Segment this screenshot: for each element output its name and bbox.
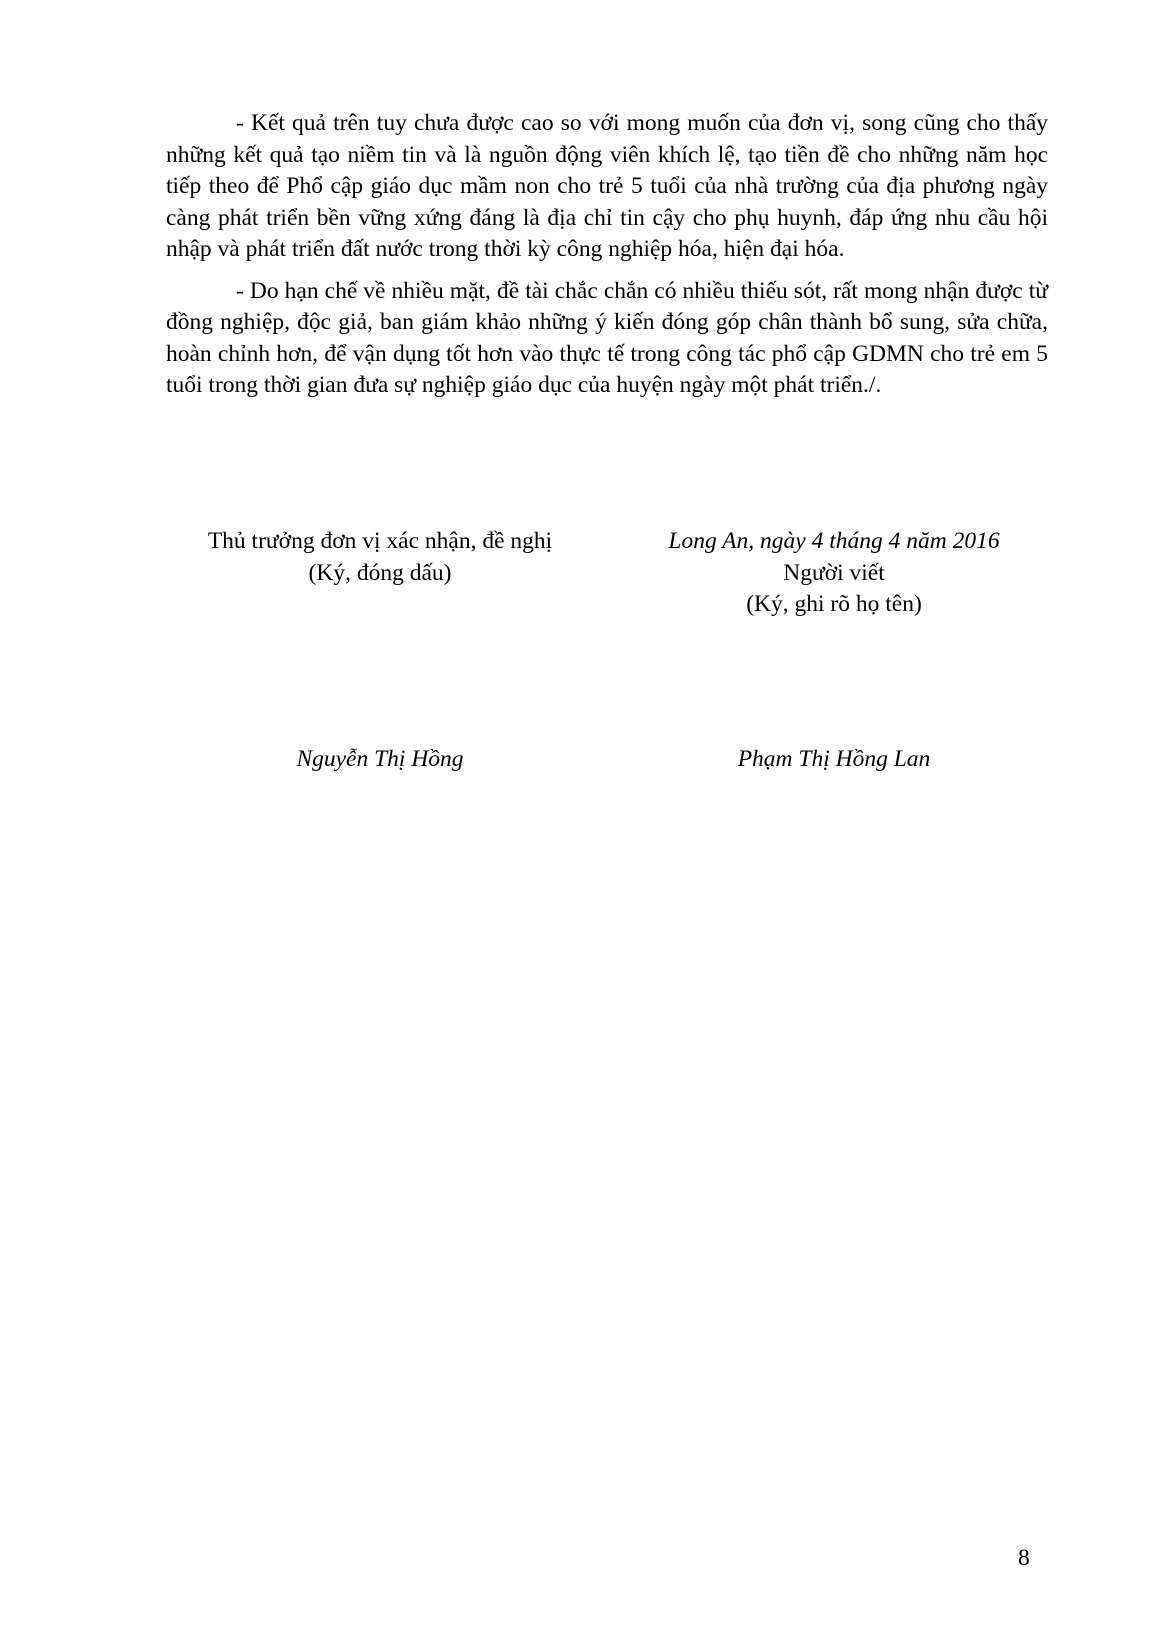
paragraph-results: - Kết quả trên tuy chưa được cao so với mong muốn của đơn vị, song cũng cho thấy những kết quả tạo niềm tin và là nguồn động viên khích lệ, tạo tiền đề cho những năm học tiếp theo để Phổ cập giáo dục mầm non cho trẻ 5 tuổi của nhà trường của địa phương ngày càng phát triển bền vững xứng đáng là địa chỉ tin cậy cho phụ huynh, đáp ứng nhu cầu hội nhập và phát triển đất nước trong thời kỳ công nghiệp hóa, hiện đại hóa. <box>166 110 1048 262</box>
signature-block-left <box>160 526 600 589</box>
body-text <box>166 108 1048 402</box>
signature-block-right <box>620 526 1048 621</box>
signature-left-title: Thủ trưởng đơn vị xác nhận, đề nghị <box>207 528 553 554</box>
signature-right-name: Phạm Thị Hồng Lan <box>737 746 931 772</box>
signature-right-place-date: Long An, ngày 4 tháng 4 năm 2016 <box>668 528 1000 554</box>
signature-left-instruction: (Ký, đóng dấu) <box>308 559 452 586</box>
signature-left-name: Nguyễn Thị Hồng <box>296 746 464 772</box>
signature-right-instruction: (Ký, ghi rõ họ tên) <box>746 591 922 617</box>
paragraph-limitations: - Do hạn chế về nhiều mặt, đề tài chắc chắn có nhiều thiếu sót, rất mong nhận được từ đồng nghiệp, độc giả, ban giám khảo những ý kiến đóng góp chân thành bổ sung, sửa chữa, hoàn chỉnh hơn, để vận dụng tốt hơn vào thực tế trong công tác phổ cập GDMN cho trẻ em 5 tuổi trong thời gian đưa sự nghiệp giáo dục của huyện ngày một phát triển./. <box>166 277 1048 398</box>
signature-right-title: Người viết <box>783 559 885 586</box>
page-number: 8 <box>1018 1545 1030 1571</box>
